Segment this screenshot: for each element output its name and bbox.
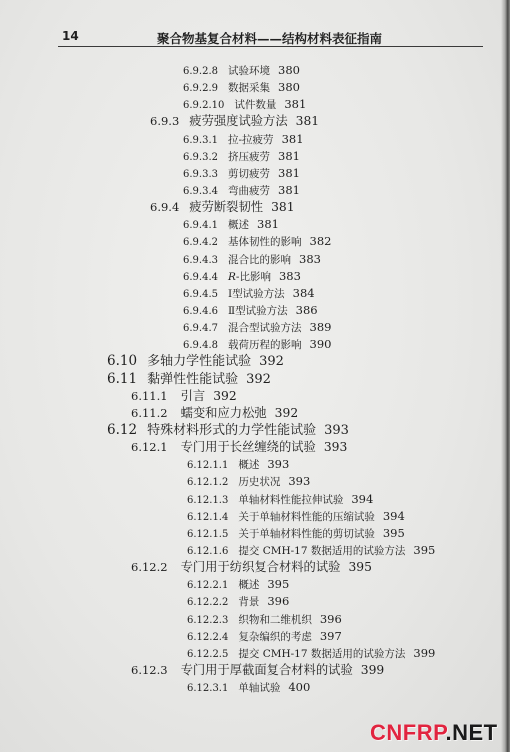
toc-entry-number: 6.12.2	[131, 560, 168, 575]
toc-entry-title: 专门用于纺织复合材料的试验	[180, 560, 341, 575]
toc-entry-number: 6.12.2.2	[187, 597, 229, 609]
toc-entry-6-12-2-2	[0, 591, 500, 608]
toc-entry-title: 单轴试验	[238, 682, 281, 695]
header-rule	[58, 46, 483, 47]
toc-entry-page-number: 381	[281, 131, 304, 146]
toc-entry-title: 复杂编织的考虑	[238, 630, 312, 643]
toc-entry-page-number: 395	[413, 542, 436, 557]
toc-entry-page-number: 381	[278, 148, 300, 163]
toc-entry-page-number: 389	[309, 320, 332, 335]
toc-entry-page-number: 390	[309, 337, 332, 352]
toc-entry-number: 6.12.1.6	[187, 545, 229, 557]
toc-entry-page-number: 381	[278, 165, 300, 180]
toc-entry-6-12-2	[0, 557, 500, 574]
toc-entry-title: 混合比的影响	[228, 253, 291, 266]
toc-entry-title: R-比影响	[228, 270, 271, 283]
toc-entry-number: 6.9.3.4	[183, 185, 218, 197]
toc-entry-title: 弯曲疲劳	[228, 184, 270, 197]
running-head-title: 聚合物基复合材料——结构材料表征指南	[157, 31, 383, 46]
toc-entry-6-11	[0, 369, 500, 386]
toc-entry-title: 历史状况	[238, 476, 281, 489]
toc-entry-title: 提交 CMH-17 数据适用的试验方法	[238, 544, 406, 557]
toc-entry-6-9-4-2	[0, 231, 500, 248]
toc-entry-page-number: 384	[292, 285, 315, 300]
toc-entry-number: 6.11.2	[131, 405, 168, 420]
toc-entry-number: 6.12.1.5	[187, 528, 229, 540]
toc-entry-6-9-4-3	[0, 249, 500, 266]
toc-entry-6-11-1	[0, 386, 500, 403]
toc-entry-number: 6.9.4	[150, 200, 180, 215]
toc-entry-number: 6.9.3.3	[183, 168, 218, 180]
toc-entry-page-number: 392	[259, 354, 284, 370]
toc-entry-6-9-4-8	[0, 334, 500, 351]
toc-entry-page-number: 395	[382, 525, 405, 540]
toc-entry-title: 试件数量	[234, 99, 277, 112]
table-of-contents	[0, 60, 500, 694]
toc-entry-title: 多轴力学性能试验	[147, 354, 252, 370]
toc-entry-page-number: 381	[284, 97, 307, 112]
toc-entry-page-number: 393	[323, 440, 348, 455]
toc-entry-6-12-3-1	[0, 677, 500, 694]
toc-entry-6-9-4-4	[0, 266, 500, 283]
toc-entry-title: 专门用于长丝缠绕的试验	[180, 440, 316, 455]
toc-entry-6-12-1-2	[0, 471, 500, 488]
scan-edge-shadow	[501, 0, 510, 752]
toc-entry-number: 6.12.2.4	[187, 631, 229, 643]
toc-entry-6-12-2-4	[0, 626, 500, 643]
toc-entry-title: Ⅰ型试验方法	[228, 287, 285, 300]
toc-entry-6-9-4-6	[0, 300, 500, 317]
toc-entry-6-12-3	[0, 660, 500, 677]
toc-entry-6-12-1-3	[0, 489, 500, 506]
toc-entry-number: 6.9.4.5	[183, 288, 218, 300]
toc-entry-title: 载荷历程的影响	[228, 339, 302, 352]
toc-entry-page-number: 400	[288, 680, 311, 695]
toc-entry-page-number: 399	[413, 645, 436, 660]
toc-entry-number: 6.9.2.9	[183, 83, 218, 95]
toc-entry-6-9-2-10	[0, 94, 500, 111]
toc-entry-number: 6.12.2.1	[187, 580, 229, 592]
toc-entry-page-number: 386	[295, 302, 318, 317]
toc-entry-title: 数据采集	[228, 82, 270, 95]
toc-entry-number: 6.10	[107, 353, 138, 370]
toc-entry-page-number: 380	[278, 80, 300, 95]
toc-entry-6-9-3-1	[0, 129, 500, 146]
toc-entry-title: 关于单轴材料性能的剪切试验	[238, 527, 375, 540]
toc-entry-number: 6.12.2.5	[187, 648, 229, 660]
toc-entry-number: 6.9.4.4	[183, 271, 218, 283]
toc-entry-6-12-1-1	[0, 454, 500, 471]
toc-entry-number: 6.9.2.10	[183, 100, 225, 112]
toc-entry-6-9-2-8	[0, 60, 500, 77]
toc-entry-title: 织物和二维机织	[238, 613, 312, 626]
toc-entry-title: 概述	[238, 459, 260, 472]
toc-entry-page-number: 399	[360, 662, 385, 677]
toc-entry-number: 6.9.4.6	[183, 305, 218, 317]
toc-entry-6-12-2-5	[0, 643, 500, 660]
watermark-brand: CNFRP	[370, 720, 446, 745]
toc-entry-page-number: 394	[382, 508, 405, 523]
toc-entry-title: 提交 CMH-17 数据适用的试验方法	[238, 647, 406, 660]
toc-entry-6-9-4-5	[0, 283, 500, 300]
toc-entry-number: 6.12	[107, 421, 138, 438]
toc-entry-number: 6.9.3.2	[183, 151, 218, 163]
toc-entry-6-12	[0, 420, 500, 437]
toc-entry-title: 背景	[238, 596, 260, 609]
toc-entry-page-number: 393	[288, 474, 311, 489]
toc-entry-page-number: 380	[278, 63, 300, 77]
toc-entry-title: 试验环境	[228, 65, 270, 77]
toc-entry-number: 6.12.1	[131, 440, 168, 455]
toc-entry-6-9-3-2	[0, 146, 500, 163]
toc-entry-page-number: 382	[309, 234, 332, 249]
watermark-logo	[370, 720, 498, 746]
toc-entry-6-12-1-5	[0, 523, 500, 540]
toc-entry-number: 6.9.4.7	[183, 323, 218, 335]
page-number: 14	[62, 29, 79, 43]
toc-entry-6-12-1-4	[0, 506, 500, 523]
toc-entry-number: 6.9.2.8	[183, 66, 218, 77]
toc-entry-title: 概述	[238, 579, 260, 592]
toc-entry-page-number: 392	[213, 388, 237, 403]
toc-entry-number: 6.12.1.2	[187, 477, 229, 489]
toc-entry-6-10	[0, 351, 500, 368]
toc-entry-title: 特殊材料形式的力学性能试验	[147, 422, 317, 438]
toc-entry-6-12-2-1	[0, 574, 500, 591]
toc-entry-page-number: 396	[319, 611, 342, 626]
toc-entry-title: 关于单轴材料性能的压缩试验	[238, 510, 375, 523]
toc-entry-number: 6.12.2.3	[187, 614, 229, 626]
toc-entry-page-number: 381	[295, 114, 320, 129]
toc-entry-number: 6.9.4.1	[183, 220, 218, 232]
toc-entry-page-number: 397	[319, 628, 342, 643]
toc-entry-number: 6.11.1	[131, 388, 168, 403]
toc-entry-title: 黏弹性性能试验	[147, 371, 239, 387]
toc-entry-page-number: 394	[351, 491, 374, 506]
toc-entry-6-9-3-4	[0, 180, 500, 197]
toc-entry-6-9-4-7	[0, 317, 500, 334]
toc-entry-page-number: 381	[271, 200, 295, 215]
toc-entry-number: 6.12.3.1	[187, 683, 229, 695]
toc-entry-number: 6.12.1.1	[187, 460, 229, 472]
toc-entry-number: 6.11	[107, 370, 138, 387]
toc-entry-number: 6.9.4.8	[183, 340, 218, 352]
toc-entry-6-12-1	[0, 437, 500, 454]
toc-entry-title: 单轴材料性能拉伸试验	[238, 493, 344, 506]
toc-entry-title: Ⅱ型试验方法	[228, 304, 288, 317]
toc-entry-title: 疲劳强度试验方法	[189, 114, 288, 129]
toc-entry-page-number: 383	[278, 268, 301, 283]
toc-entry-6-9-3-3	[0, 163, 500, 180]
toc-entry-6-12-2-3	[0, 609, 500, 626]
toc-entry-page-number: 381	[257, 217, 279, 232]
toc-entry-title: 剪切疲劳	[228, 167, 270, 180]
toc-entry-number: 6.9.4.2	[183, 237, 218, 249]
toc-entry-number: 6.9.3	[150, 114, 180, 129]
toc-entry-page-number: 392	[274, 405, 299, 420]
toc-entry-title: 拉-拉疲劳	[228, 133, 274, 146]
toc-entry-6-11-2	[0, 403, 500, 420]
toc-entry-number: 6.12.3	[131, 662, 168, 677]
toc-entry-6-9-2-9	[0, 77, 500, 94]
toc-entry-number: 6.12.1.4	[187, 511, 229, 523]
toc-entry-page-number: 381	[278, 182, 300, 197]
toc-entry-number: 6.9.4.3	[183, 254, 218, 266]
toc-entry-page-number: 395	[348, 560, 372, 575]
toc-entry-title: 专门用于厚截面复合材料的试验	[180, 662, 353, 677]
toc-entry-title: 蠕变和应力松弛	[180, 405, 267, 420]
toc-entry-title: 引言	[180, 388, 206, 403]
toc-entry-title: 疲劳断裂韧性	[189, 200, 264, 215]
toc-entry-title: 混合型试验方法	[228, 322, 302, 335]
toc-entry-page-number: 392	[246, 371, 271, 387]
toc-entry-title: 基体韧性的影响	[228, 236, 302, 249]
toc-entry-6-9-4-1	[0, 214, 500, 231]
toc-entry-page-number: 393	[324, 422, 349, 438]
toc-entry-page-number: 396	[267, 594, 290, 609]
toc-entry-6-9-3	[0, 111, 500, 128]
toc-entry-title: 概述	[228, 219, 249, 232]
toc-entry-title: 挤压疲劳	[228, 150, 270, 163]
toc-entry-number: 6.12.1.3	[187, 494, 229, 506]
toc-entry-6-9-4	[0, 197, 500, 214]
toc-entry-page-number: 393	[267, 457, 290, 472]
toc-entry-number: 6.9.3.1	[183, 134, 218, 146]
toc-entry-page-number: 383	[299, 251, 321, 266]
watermark-suffix: .NET	[445, 720, 498, 745]
toc-entry-6-12-1-6	[0, 540, 500, 557]
toc-entry-page-number: 395	[267, 577, 290, 592]
